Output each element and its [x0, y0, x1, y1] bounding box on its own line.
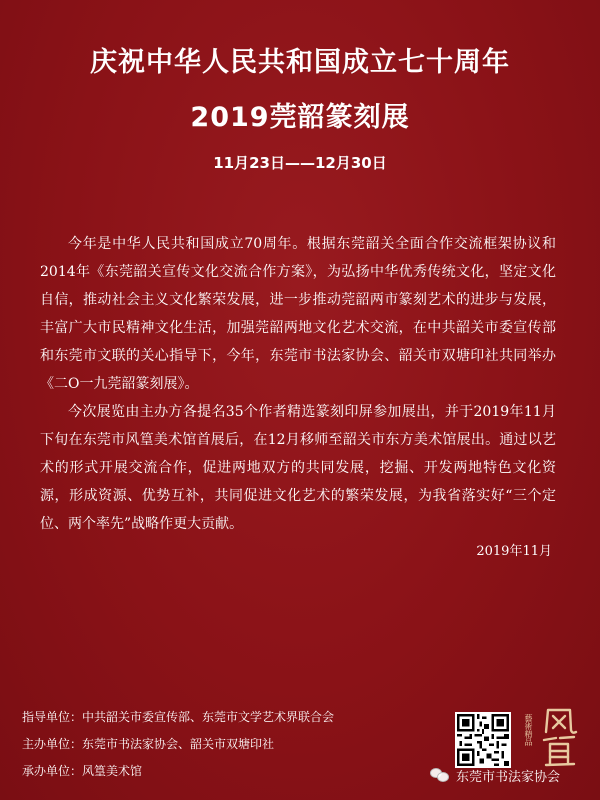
wechat-watermark: [430, 764, 560, 786]
host-unit: 主办单位：东莞市书法家协会、韶关市双塘印社: [22, 737, 275, 751]
title-line-1: 庆祝中华人民共和国成立七十周年: [90, 47, 510, 78]
wechat-icon: [430, 768, 450, 782]
paragraph-1: 今年是中华人民共和国成立70周年。根据东莞韶关全面合作交流框架协议和2014年《东莞韶关宣传文化交流合作方案》，为弘扬中华优秀传统文化，坚定文化自信，推动社会主义文化繁荣发展，进一步推动莞韶两市篆刻艺术的进步与发展，丰富广大市民精神文化生活，加强莞韶两地文化艺术交流，在中共韶关市委宣传部和东莞市文联的关心指导下，今年，东莞市书法家协会、韶关市双塘印社共同举办《二O一九莞韶篆刻展》。: [40, 236, 556, 392]
qr-code-icon[interactable]: [455, 712, 511, 768]
paragraph-2: 今次展览由主办方各提名35个作者精选篆刻印屏参加展出，并于2019年11月下旬在东莞市风篁美术馆首展后，在12月移师至韶关市东方美术馆展出。通过以艺术的形式开展交流合作，促进两地双方的共同发展，挖掘、开发两地特色文化资源，形成资源、优势互补，共同促进文化艺术的繁荣发展，为我省落实好“三个定位、两个率先”战略作更大贡献。: [40, 404, 556, 532]
watermark-text: 东莞市书法家协会: [456, 769, 561, 785]
announcement-body: [40, 230, 556, 538]
guidance-unit: 指导单位：中共韶关市委宣传部、东莞市文学艺术界联合会: [22, 710, 335, 724]
seal-small-text: 藝術精品: [524, 714, 533, 746]
sign-date: 2019年11月: [476, 544, 552, 559]
fenghuang-calligraphy-logo: [538, 706, 582, 770]
organizer-units: [22, 704, 442, 785]
organizer-unit: 承办单位：风篁美术馆: [22, 764, 143, 778]
exhibition-dates: 11月23日——12月30日: [213, 154, 387, 172]
title-line-2: 2019莞韶篆刻展: [190, 102, 410, 133]
